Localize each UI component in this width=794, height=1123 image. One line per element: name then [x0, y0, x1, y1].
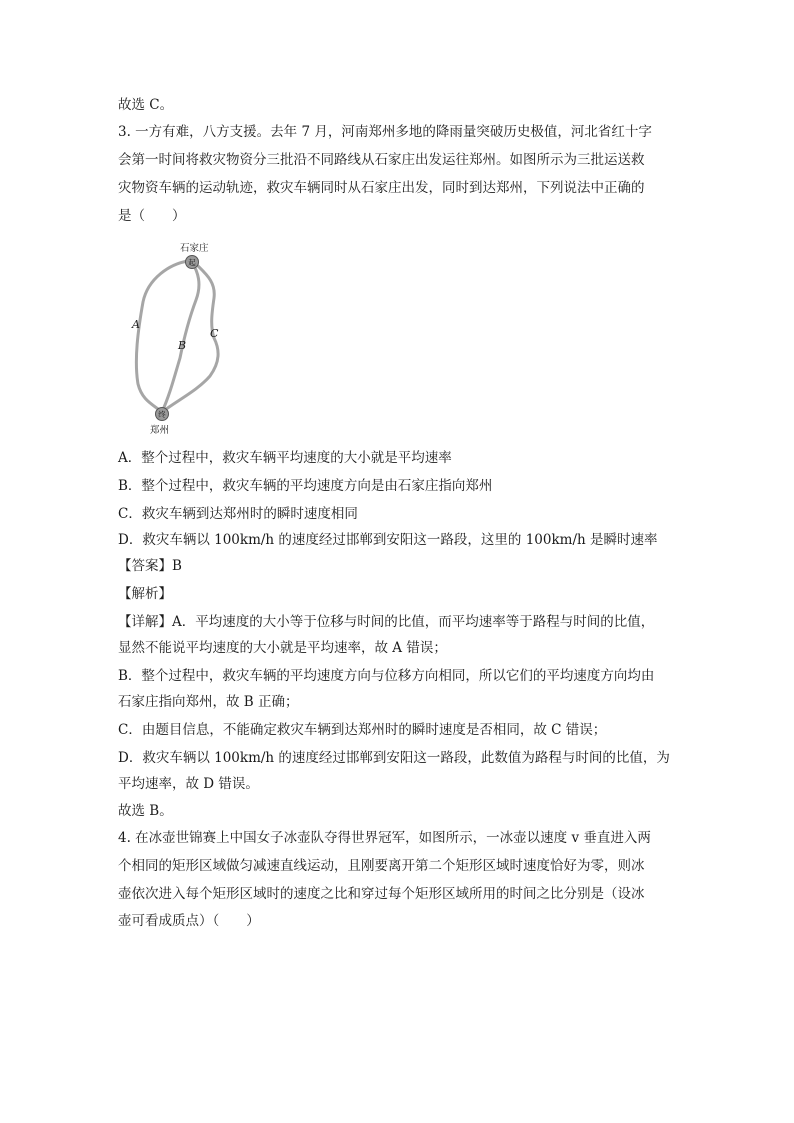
- analysis-line: 【详解】A．平均速度的大小等于位移与时间的比值，而平均速率等于路程与时间的比值，: [118, 614, 655, 630]
- option-d: D．救灾车辆以 100km/h 的速度经过邯郸到安阳这一路段，这里的 100km/h 是瞬时速率: [118, 532, 658, 548]
- analysis-line: C．由题目信息，不能确定救灾车辆到达郑州时的瞬时速度是否相同，故 C 错误；: [118, 722, 607, 738]
- prev-conclusion: 故选 C。: [118, 97, 174, 113]
- route-b-label: B: [178, 339, 187, 352]
- q3-stem-line: 灾物资车辆的运动轨迹，救灾车辆同时从石家庄出发，同时到达郑州，下列说法中正确的: [118, 180, 645, 196]
- q4-stem-line: 4. 在冰壶世锦赛上中国女子冰壶队夺得世界冠军，如图所示，一冰壶以速度 v 垂直进入两: [118, 830, 651, 846]
- q3-stem-line: 3. 一方有难，八方支援。去年 7 月，河南郑州多地的降雨量突破历史极值，河北省红十字: [118, 124, 652, 140]
- route-a-path: [136, 261, 188, 412]
- option-c: C．救灾车辆到达郑州时的瞬时速度相同: [118, 506, 358, 522]
- q3-stem-line: 会第一时间将救灾物资分三批沿不同路线从石家庄出发运往郑州。如图所示为三批运送救: [118, 152, 645, 168]
- answer-line: 【答案】B: [118, 558, 182, 574]
- q4-stem-line: 个相同的矩形区域做匀减速直线运动，且刚要离开第二个矩形区域时速度恰好为零，则冰: [118, 858, 645, 874]
- start-city-label: 石家庄: [180, 243, 209, 254]
- analysis-line: 石家庄指向郑州，故 B 正确；: [118, 694, 299, 710]
- analysis-line: 平均速率，故 D 错误。: [118, 776, 259, 792]
- start-mark-label: 起: [188, 258, 196, 267]
- end-city-label: 郑州: [150, 425, 170, 436]
- end-mark-label: 终: [158, 410, 166, 419]
- analysis-line: 显然不能说平均速度的大小就是平均速率，故 A 错误；: [118, 640, 447, 656]
- route-c-label: C: [210, 327, 219, 340]
- analysis-heading: 【解析】: [118, 586, 172, 602]
- option-b: B．整个过程中，救灾车辆的平均速度方向是由石家庄指向郑州: [118, 478, 493, 494]
- q4-stem-line: 壶依次进入每个矩形区域时的速度之比和穿过每个矩形区域所用的时间之比分别是（设冰: [118, 886, 645, 902]
- q3-stem-line: 是（ ）: [118, 208, 186, 224]
- route-map-figure: [124, 240, 234, 440]
- route-a-label: A: [132, 318, 140, 331]
- analysis-line: B．整个过程中，救灾车辆的平均速度方向与位移方向相同，所以它们的平均速度方向均由: [118, 668, 655, 684]
- option-a: A．整个过程中，救灾车辆平均速度的大小就是平均速率: [118, 450, 452, 466]
- q3-conclusion: 故选 B。: [118, 803, 173, 819]
- q4-stem-line: 壶可看成质点）（ ）: [118, 913, 260, 929]
- analysis-line: D．救灾车辆以 100km/h 的速度经过邯郸到安阳这一路段，此数值为路程与时间的比值，为: [118, 750, 670, 766]
